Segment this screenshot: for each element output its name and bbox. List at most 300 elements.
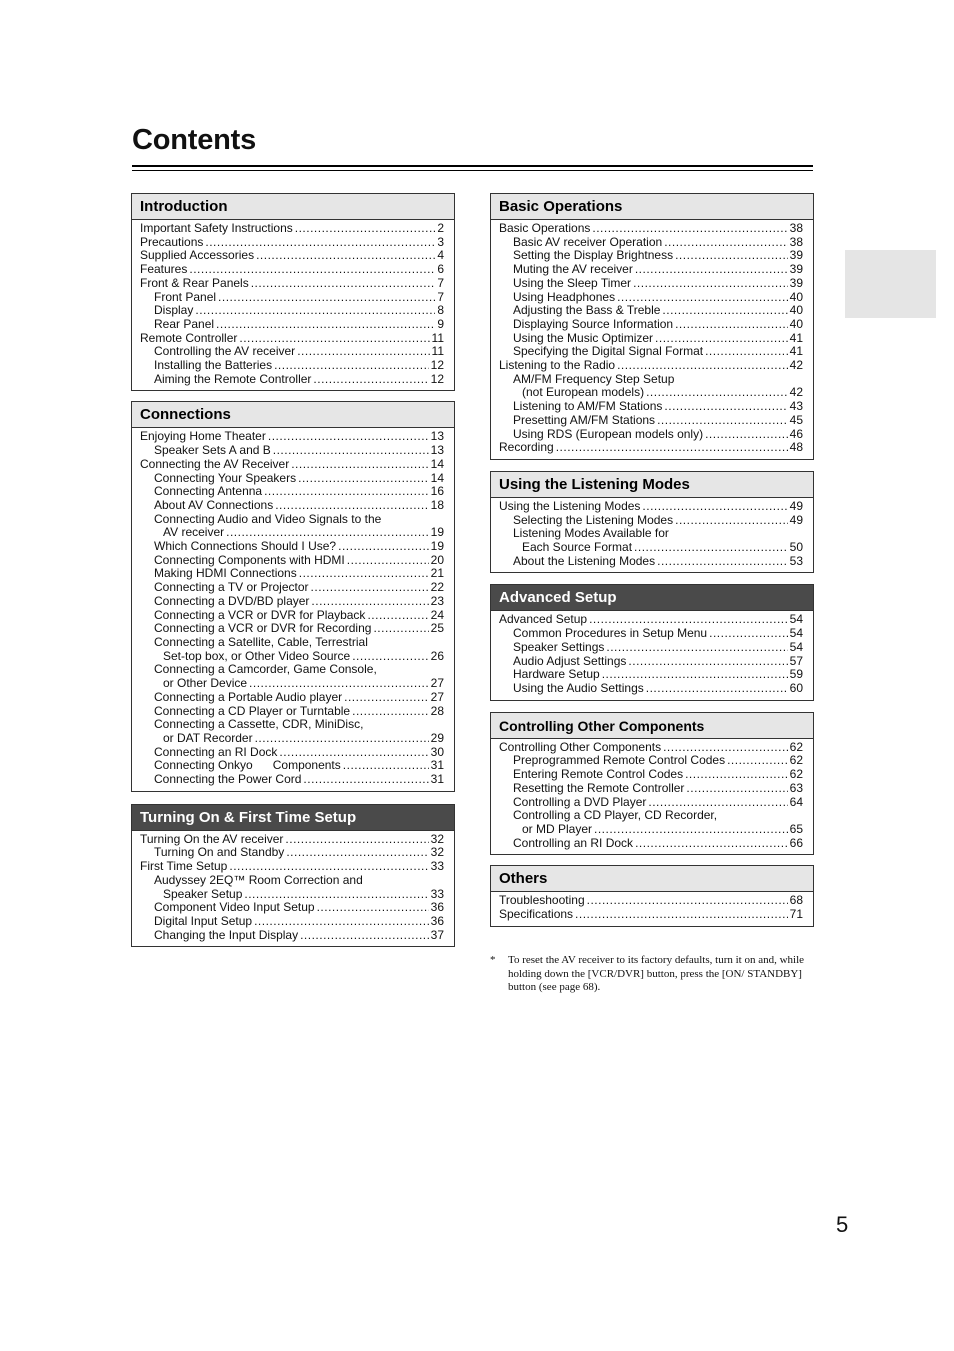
toc-entry-page: 12: [430, 371, 444, 386]
toc-entry[interactable]: [499, 400, 803, 414]
toc-entry-label: Aiming the Remote Controller: [154, 371, 312, 386]
toc-entry-page: 54: [789, 612, 803, 627]
toc-entry-label: Digital Input Setup: [154, 913, 253, 928]
toc-entry-label: Adjusting the Bass & Treble: [513, 303, 661, 318]
toc-entry[interactable]: [140, 526, 444, 540]
toc-entry-label: or DAT Recorder: [163, 730, 253, 745]
toc-entry[interactable]: [140, 677, 444, 691]
chapter-tab: [845, 250, 936, 318]
dot-leader: [286, 846, 428, 860]
toc-entry-page: 4: [437, 248, 444, 263]
toc-entry-label: Controlling the AV receiver: [154, 344, 296, 359]
toc-entry[interactable]: [499, 768, 803, 782]
toc-entry[interactable]: [499, 627, 803, 641]
dot-leader: [300, 929, 429, 943]
toc-entry-label: Installing the Batteries: [154, 358, 273, 373]
toc-entry-label: First Time Setup: [140, 859, 228, 874]
toc-section-advanced-setup: [490, 584, 814, 700]
toc-entry-label: Connecting a DVD/BD player: [154, 593, 310, 608]
toc-entry[interactable]: [140, 222, 444, 236]
toc-entry-label: Controlling a DVD Player: [513, 794, 647, 809]
toc-entry[interactable]: [499, 754, 803, 768]
toc-entry-page: 31: [430, 758, 444, 773]
toc-entry-page: 13: [430, 429, 444, 444]
toc-entry-label: Audyssey 2EQ™ Room Correction and: [154, 872, 363, 887]
dot-leader: [256, 249, 435, 263]
toc-entry-page: 27: [430, 689, 444, 704]
toc-entry-label: Using the Listening Modes: [499, 498, 641, 513]
footnote-text: To reset the AV receiver to its factory defaults, turn it on and, while holding down the [VCR/DVR] button, press the [ON/ STANDBY] button (see page 68).: [508, 954, 805, 993]
toc-entry[interactable]: [499, 655, 803, 669]
dot-leader: [617, 291, 788, 305]
dot-leader: [313, 373, 428, 387]
toc-entry-page: 33: [430, 886, 444, 901]
toc-entry[interactable]: [499, 837, 803, 851]
toc-entry-label: Resetting the Remote Controller: [513, 780, 685, 795]
toc-entry[interactable]: [140, 929, 444, 943]
toc-entry-label: Remote Controller: [140, 330, 238, 345]
toc-entry-label: Speaker Sets A and B: [154, 443, 271, 458]
dot-leader: [657, 414, 788, 428]
toc-entry-page: 7: [437, 275, 444, 290]
toc-entry[interactable]: [499, 527, 803, 541]
toc-entry[interactable]: [140, 373, 444, 387]
toc-entry[interactable]: [499, 441, 803, 455]
toc-entry-page: 11: [431, 344, 444, 359]
dot-leader: [273, 444, 429, 458]
toc-entry-label: Specifying the Digital Signal Format: [513, 344, 704, 359]
toc-entry[interactable]: [140, 833, 444, 847]
toc-entry-page: 32: [430, 845, 444, 860]
dot-leader: [343, 759, 429, 773]
dot-leader: [686, 782, 787, 796]
toc-entry-label: or MD Player: [522, 821, 593, 836]
toc-entry-label: Basic AV receiver Operation: [513, 234, 663, 249]
toc-entry-label: Using the Audio Settings: [513, 680, 644, 695]
toc-entry[interactable]: [140, 846, 444, 860]
toc-entry-label: Connecting a Portable Audio player: [154, 689, 343, 704]
toc-entry-page: 62: [789, 767, 803, 782]
toc-entry-page: 63: [789, 780, 803, 795]
toc-entry[interactable]: [140, 485, 444, 499]
toc-entry-label: Enjoying Home Theater: [140, 429, 266, 444]
toc-entry[interactable]: [140, 636, 444, 650]
toc-entry[interactable]: [499, 291, 803, 305]
dot-leader: [675, 514, 788, 528]
toc-entry-page: 14: [430, 456, 444, 471]
dot-leader: [244, 888, 428, 902]
dot-leader: [635, 263, 788, 277]
title-rule-thin: [132, 170, 813, 171]
toc-entry[interactable]: [140, 359, 444, 373]
toc-entry-page: 50: [789, 540, 803, 555]
dot-leader: [279, 746, 428, 760]
toc-right-column: [490, 193, 814, 927]
toc-entry-label: Preprogrammed Remote Control Codes: [513, 753, 726, 768]
toc-entry[interactable]: [140, 650, 444, 664]
toc-entry-page: 45: [789, 412, 803, 427]
dot-leader: [298, 472, 429, 486]
toc-entry[interactable]: [499, 277, 803, 291]
toc-entry[interactable]: [140, 263, 444, 277]
toc-entry[interactable]: [140, 458, 444, 472]
dot-leader: [602, 668, 788, 682]
toc-entry[interactable]: [140, 277, 444, 291]
toc-entry-label: Hardware Setup: [513, 667, 600, 682]
dot-leader: [367, 609, 428, 623]
toc-entry[interactable]: [140, 773, 444, 787]
toc-entry-label: Front Panel: [154, 289, 217, 304]
toc-entry[interactable]: [499, 263, 803, 277]
title-rule: [132, 165, 813, 167]
dot-leader: [664, 236, 787, 250]
toc-entry[interactable]: [499, 514, 803, 528]
toc-entry-label: Speaker Settings: [513, 639, 605, 654]
toc-entry-page: 24: [430, 607, 444, 622]
dot-leader: [216, 318, 435, 332]
toc-entry-label: Supplied Accessories: [140, 248, 255, 263]
dot-leader: [646, 386, 788, 400]
toc-entry-page: 25: [430, 621, 444, 636]
toc-entry[interactable]: [499, 796, 803, 810]
dot-leader: [592, 222, 787, 236]
dot-leader: [634, 541, 788, 555]
toc-entry[interactable]: [140, 705, 444, 719]
toc-entry[interactable]: [140, 595, 444, 609]
toc-entry-page: 54: [789, 626, 803, 641]
toc-entry[interactable]: [499, 555, 803, 569]
toc-entry-label: Component Video Input Setup: [154, 900, 315, 915]
toc-entry-label: Selecting the Listening Modes: [513, 512, 674, 527]
toc-entry-label: Turning On and Standby: [154, 845, 285, 860]
toc-entry-label: Connecting the AV Receiver: [140, 456, 290, 471]
dot-leader: [663, 741, 788, 755]
toc-entry-label: Using Headphones: [513, 289, 616, 304]
toc-entry[interactable]: [499, 249, 803, 263]
dot-leader: [727, 754, 788, 768]
toc-entry[interactable]: [499, 809, 803, 823]
toc-entry-label: Changing the Input Display: [154, 927, 299, 942]
toc-entry-label: About the Listening Modes: [513, 553, 656, 568]
toc-entry-page: 46: [789, 426, 803, 441]
toc-entry-label: AV receiver: [163, 525, 225, 540]
toc-entry-page: 60: [789, 680, 803, 695]
toc-entry-page: 7: [437, 289, 444, 304]
section-heading: Others: [491, 866, 813, 892]
dot-leader: [646, 682, 788, 696]
toc-entry-label: Speaker Setup: [163, 886, 243, 901]
toc-entry-list: [491, 611, 813, 699]
toc-entry[interactable]: [140, 304, 444, 318]
toc-entry-label: Listening Modes Available for: [513, 526, 669, 541]
toc-entry-label: AM/FM Frequency Step Setup: [513, 371, 675, 386]
toc-entry[interactable]: [140, 609, 444, 623]
toc-entry-page: 38: [789, 221, 803, 235]
toc-entry-label: Making HDMI Connections: [154, 566, 297, 581]
toc-entry[interactable]: [140, 901, 444, 915]
toc-entry-label: Connecting the Power Cord: [154, 772, 302, 787]
toc-entry-page: 32: [430, 831, 444, 846]
toc-entry-label: Entering Remote Control Codes: [513, 767, 684, 782]
toc-entry[interactable]: [140, 236, 444, 250]
toc-entry[interactable]: [499, 782, 803, 796]
toc-entry-page: 22: [430, 580, 444, 595]
toc-entry-page: 28: [430, 703, 444, 718]
dot-leader: [587, 894, 788, 908]
toc-entry-label: Precautions: [140, 234, 204, 249]
toc-entry[interactable]: [499, 414, 803, 428]
toc-entry-page: 20: [430, 552, 444, 567]
toc-entry[interactable]: [499, 428, 803, 442]
toc-section-others: [490, 865, 814, 926]
toc-entry-label: Setting the Display Brightness: [513, 248, 674, 263]
toc-entry-label: Rear Panel: [154, 316, 215, 331]
toc-entry-page: 9: [437, 316, 444, 331]
toc-entry-label: Using RDS (European models only): [513, 426, 704, 441]
toc-entry-page: 11: [431, 330, 444, 345]
toc-entry-label: Connecting Your Speakers: [154, 470, 297, 485]
dot-leader: [556, 441, 788, 455]
dot-leader: [317, 901, 429, 915]
toc-entry-label: Connecting a VCR or DVR for Playback: [154, 607, 366, 622]
toc-entry[interactable]: [140, 663, 444, 677]
toc-entry[interactable]: [140, 746, 444, 760]
toc-entry-page: 41: [789, 344, 803, 359]
dot-leader: [675, 249, 788, 263]
dot-leader: [338, 540, 429, 554]
toc-entry[interactable]: [499, 222, 803, 236]
toc-entry-page: 19: [430, 539, 444, 554]
section-heading: Turning On & First Time Setup: [132, 805, 454, 831]
toc-entry[interactable]: [499, 304, 803, 318]
toc-entry-page: 39: [789, 275, 803, 290]
dot-leader: [285, 833, 428, 847]
toc-entry-label: Connecting an RI Dock: [154, 744, 278, 759]
toc-entry-page: 12: [430, 358, 444, 373]
dot-leader: [352, 705, 429, 719]
toc-entry-label: Connecting a CD Player or Turntable: [154, 703, 351, 718]
toc-entry-label: Presetting AM/FM Stations: [513, 412, 656, 427]
dot-leader: [195, 304, 435, 318]
toc-entry-list: [132, 220, 454, 390]
toc-entry-label: Connecting Components with HDMI: [154, 552, 345, 567]
toc-entry[interactable]: [140, 318, 444, 332]
dot-leader: [249, 677, 429, 691]
toc-entry[interactable]: [499, 741, 803, 755]
toc-entry-page: 18: [430, 497, 444, 512]
toc-entry[interactable]: [140, 499, 444, 513]
toc-entry[interactable]: [499, 668, 803, 682]
dot-leader: [254, 915, 429, 929]
dot-leader: [705, 345, 788, 359]
toc-entry-label: About AV Connections: [154, 497, 274, 512]
toc-entry-page: 2: [437, 221, 444, 235]
toc-entry-page: 62: [789, 753, 803, 768]
toc-entry[interactable]: [140, 622, 444, 636]
toc-entry-page: 29: [430, 730, 444, 745]
toc-entry[interactable]: [499, 894, 803, 908]
dot-leader: [291, 458, 428, 472]
dot-leader: [295, 222, 436, 236]
toc-entry[interactable]: [499, 373, 803, 387]
toc-entry[interactable]: [140, 249, 444, 263]
toc-section-controlling-other-components: [490, 712, 814, 856]
toc-entry[interactable]: [499, 823, 803, 837]
dot-leader: [347, 554, 429, 568]
toc-entry-label: Muting the AV receiver: [513, 262, 633, 277]
dot-leader: [274, 359, 429, 373]
toc-entry[interactable]: [140, 915, 444, 929]
toc-entry-page: 59: [789, 667, 803, 682]
toc-entry-label: Connecting Onkyo Components: [154, 758, 341, 773]
toc-entry[interactable]: [140, 732, 444, 746]
toc-entry-page: 3: [437, 234, 444, 249]
toc-entry[interactable]: [140, 759, 444, 773]
toc-entry[interactable]: [140, 345, 444, 359]
toc-entry-label: Important Safety Instructions: [140, 221, 293, 235]
dot-leader: [311, 581, 429, 595]
toc-entry-label: Connecting a Cassette, CDR, MiniDisc,: [154, 717, 364, 732]
dot-leader: [226, 526, 429, 540]
toc-entry-label: or Other Device: [163, 676, 248, 691]
toc-entry[interactable]: [499, 613, 803, 627]
toc-entry[interactable]: [499, 345, 803, 359]
toc-entry[interactable]: [140, 718, 444, 732]
toc-entry[interactable]: [140, 540, 444, 554]
toc-entry-page: 36: [430, 913, 444, 928]
dot-leader: [606, 641, 787, 655]
toc-entry-label: Using the Music Optimizer: [513, 330, 654, 345]
toc-entry[interactable]: [499, 236, 803, 250]
dot-leader: [251, 277, 436, 291]
toc-entry-list: [491, 892, 813, 925]
dot-leader: [239, 332, 429, 346]
toc-entry[interactable]: [499, 908, 803, 922]
toc-entry-page: 62: [789, 739, 803, 754]
toc-entry-page: 36: [430, 900, 444, 915]
toc-entry[interactable]: [499, 682, 803, 696]
dot-leader: [575, 908, 788, 922]
dot-leader: [675, 318, 788, 332]
toc-entry-page: 43: [789, 399, 803, 414]
toc-entry[interactable]: [140, 691, 444, 705]
toc-entry[interactable]: [140, 554, 444, 568]
dot-leader: [617, 359, 788, 373]
toc-entry-page: 40: [789, 289, 803, 304]
dot-leader: [344, 691, 429, 705]
toc-entry[interactable]: [140, 874, 444, 888]
toc-entry[interactable]: [499, 386, 803, 400]
section-heading: Introduction: [132, 194, 454, 220]
toc-entry[interactable]: [499, 641, 803, 655]
page-title: Contents: [132, 124, 257, 156]
toc-entry-list: [491, 498, 813, 573]
toc-entry-label: Listening to the Radio: [499, 358, 616, 373]
toc-entry-page: 13: [430, 443, 444, 458]
toc-entry[interactable]: [140, 291, 444, 305]
toc-entry-label: Controlling a CD Player, CD Recorder,: [513, 808, 718, 823]
toc-entry-page: 8: [437, 303, 444, 318]
toc-entry[interactable]: [140, 860, 444, 874]
dot-leader: [642, 500, 787, 514]
toc-entry-page: 37: [430, 927, 444, 942]
toc-entry-page: 38: [789, 234, 803, 249]
toc-entry-label: Using the Sleep Timer: [513, 275, 632, 290]
toc-entry[interactable]: [499, 332, 803, 346]
toc-entry-page: 16: [430, 484, 444, 499]
toc-entry-page: 6: [437, 262, 444, 277]
section-heading: Basic Operations: [491, 194, 813, 220]
toc-entry[interactable]: [499, 318, 803, 332]
section-heading: Advanced Setup: [491, 585, 813, 611]
toc-entry[interactable]: [499, 541, 803, 555]
dot-leader: [303, 773, 428, 787]
dot-leader: [299, 567, 429, 581]
toc-entry-label: Audio Adjust Settings: [513, 653, 627, 668]
toc-entry-label: Connecting a Camcorder, Game Console,: [154, 662, 377, 677]
toc-entry-page: 65: [789, 821, 803, 836]
toc-entry-page: 64: [789, 794, 803, 809]
toc-entry[interactable]: [140, 472, 444, 486]
toc-entry-label: Set-top box, or Other Video Source: [163, 648, 351, 663]
toc-entry-page: 53: [789, 553, 803, 568]
toc-entry[interactable]: [140, 444, 444, 458]
dot-leader: [685, 768, 788, 782]
toc-entry-page: 66: [789, 835, 803, 850]
toc-entry-list: [132, 428, 454, 790]
toc-entry[interactable]: [140, 430, 444, 444]
dot-leader: [664, 400, 787, 414]
toc-entry-label: Features: [140, 262, 188, 277]
toc-entry-page: 39: [789, 262, 803, 277]
toc-entry[interactable]: [140, 332, 444, 346]
toc-entry-label: Connecting a TV or Projector: [154, 580, 309, 595]
dot-leader: [268, 430, 429, 444]
toc-entry-label: Connecting Antenna: [154, 484, 263, 499]
toc-entry[interactable]: [140, 581, 444, 595]
toc-entry[interactable]: [140, 888, 444, 902]
toc-entry-page: 49: [789, 512, 803, 527]
toc-entry-page: 42: [789, 358, 803, 373]
dot-leader: [628, 655, 787, 669]
toc-entry-page: 33: [430, 859, 444, 874]
toc-section-using-the-listening-modes: [490, 471, 814, 574]
toc-left-column: [131, 193, 455, 947]
dot-leader: [373, 622, 428, 636]
toc-entry-page: 71: [789, 907, 803, 922]
toc-section-connections: [131, 401, 455, 791]
toc-entry[interactable]: [140, 513, 444, 527]
toc-entry-label: Controlling an RI Dock: [513, 835, 634, 850]
toc-entry[interactable]: [499, 500, 803, 514]
dot-leader: [589, 613, 788, 627]
toc-entry[interactable]: [499, 359, 803, 373]
toc-entry-page: 30: [430, 744, 444, 759]
dot-leader: [255, 732, 429, 746]
toc-entry-page: 31: [430, 772, 444, 787]
toc-entry-label: Front & Rear Panels: [140, 275, 249, 290]
toc-section-basic-operations: [490, 193, 814, 460]
dot-leader: [633, 277, 788, 291]
dot-leader: [705, 428, 788, 442]
toc-entry-label: Which Connections Should I Use?: [154, 539, 337, 554]
dot-leader: [635, 837, 788, 851]
toc-entry-page: 41: [789, 330, 803, 345]
dot-leader: [218, 291, 435, 305]
toc-entry-page: 23: [430, 593, 444, 608]
toc-entry-label: Listening to AM/FM Stations: [513, 399, 663, 414]
toc-entry[interactable]: [140, 567, 444, 581]
